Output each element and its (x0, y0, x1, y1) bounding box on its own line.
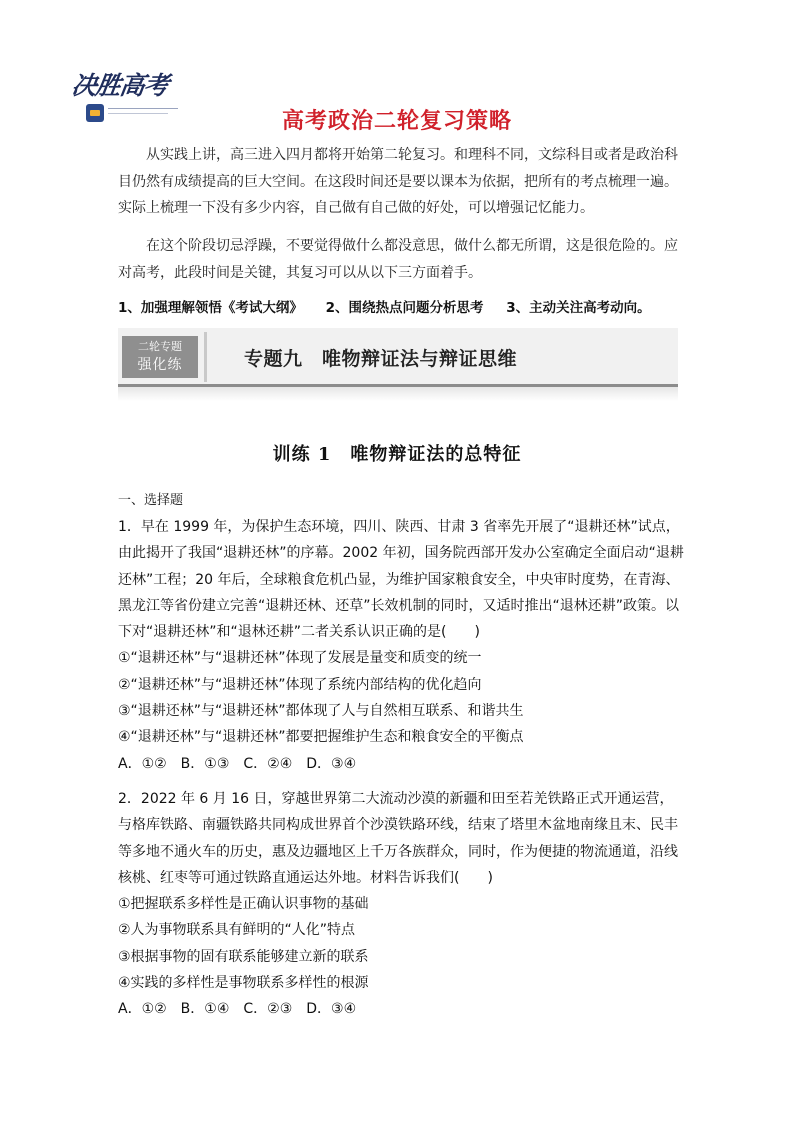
page-title: 高考政治二轮复习策略 (281, 109, 512, 134)
strategy-points (118, 296, 698, 316)
strategy-point-2: 2、围绕热点问题分析思考 (325, 300, 484, 316)
question-stem: 1．早在 1999 年，为保护生态环境，四川、陕西、甘肃 3 省率先开展了“退耕还林”试点，由此揭开了我国“退耕还林”的序幕。2002 年初，国务院西部开发办公室确定全面启动“退耕还林”工程；20 年后，全球粮食危机凸显，为维护国家粮食安全，中央审时度势，在青海、黑龙江等省份建立完善“退耕还林、还草”长效机制的同时，又适时推出“退林还耕”政策。以下对“退耕还林”和“退林还耕”二者关系认识正确的是( ) (118, 519, 684, 641)
question-option: ④实践的多样性是事物联系多样性的根源 (118, 975, 369, 992)
question-option: ④“退耕还林”与“退耕还林”都要把握维护生态和粮食安全的平衡点 (118, 729, 524, 746)
strategy-point-1: 1、加强理解领悟《考试大纲》 (118, 300, 303, 316)
question-1 (118, 514, 684, 777)
question-option: ①把握联系多样性是正确认识事物的基础 (118, 896, 369, 913)
intro-paragraph-1: 从实践上讲，高三进入四月都将开始第二轮复习。和理科不同，文综科目或者是政治科目仍然有成绩提高的巨大空间。在这段时间还是要以课本为依据，把所有的考点梳理一遍。实际上梳理一下没有多少内容，自己做有自己做的好处，可以增强记忆能力。 (118, 147, 678, 216)
topic-title: 专题九 唯物辩证法与辩证思维 (244, 348, 518, 370)
badge-top-text: 二轮专题 (138, 340, 182, 353)
section-heading: 一、选择题 (118, 493, 184, 508)
badge-bottom-text: 强化练 (137, 357, 183, 373)
topic-banner (118, 328, 678, 387)
banner-divider (204, 332, 207, 382)
question-option: ②“退耕还林”与“退耕还林”体现了系统内部结构的优化趋向 (118, 676, 482, 693)
banner-badge (122, 336, 198, 378)
question-option: ②人为事物联系具有鲜明的“人化”特点 (118, 922, 356, 939)
intro-paragraph-2: 在这个阶段切忌浮躁，不要觉得做什么都没意思，做什么都无所谓，这是很危险的。应对高考，此段时间是关键，其复习可以从以下三方面着手。 (118, 238, 678, 281)
logo-text: 决胜高考 (69, 71, 170, 100)
lesson-title: 训练 1 唯物辩证法的总特征 (272, 444, 522, 465)
answer-choices: A．①② B．①③ C．②④ D．③④ (118, 755, 357, 772)
strategy-point-3: 3、主动关注高考动向。 (506, 300, 651, 316)
answer-choices: A．①② B．①④ C．②③ D．③④ (118, 1001, 357, 1018)
question-stem: 2．2022 年 6 月 16 日，穿越世界第二大流动沙漠的新疆和田至若羌铁路正式开通运营，与格库铁路、南疆铁路共同构成世界首个沙漠铁路环线，结束了塔里木盆地南缘且末、民丰等多地不通火车的历史，惠及边疆地区上千万各族群众，同时，作为便捷的物流通道，沿线核桃、红枣等可通过铁路直通运达外地。材料告诉我们( ) (118, 791, 678, 886)
question-2 (118, 786, 684, 1023)
banner-shadow (118, 387, 678, 401)
question-option: ③“退耕还林”与“退耕还林”都体现了人与自然相互联系、和谐共生 (118, 703, 524, 720)
question-option: ③根据事物的固有联系能够建立新的联系 (118, 948, 369, 965)
question-option: ①“退耕还林”与“退耕还林”体现了发展是量变和质变的统一 (118, 650, 482, 667)
